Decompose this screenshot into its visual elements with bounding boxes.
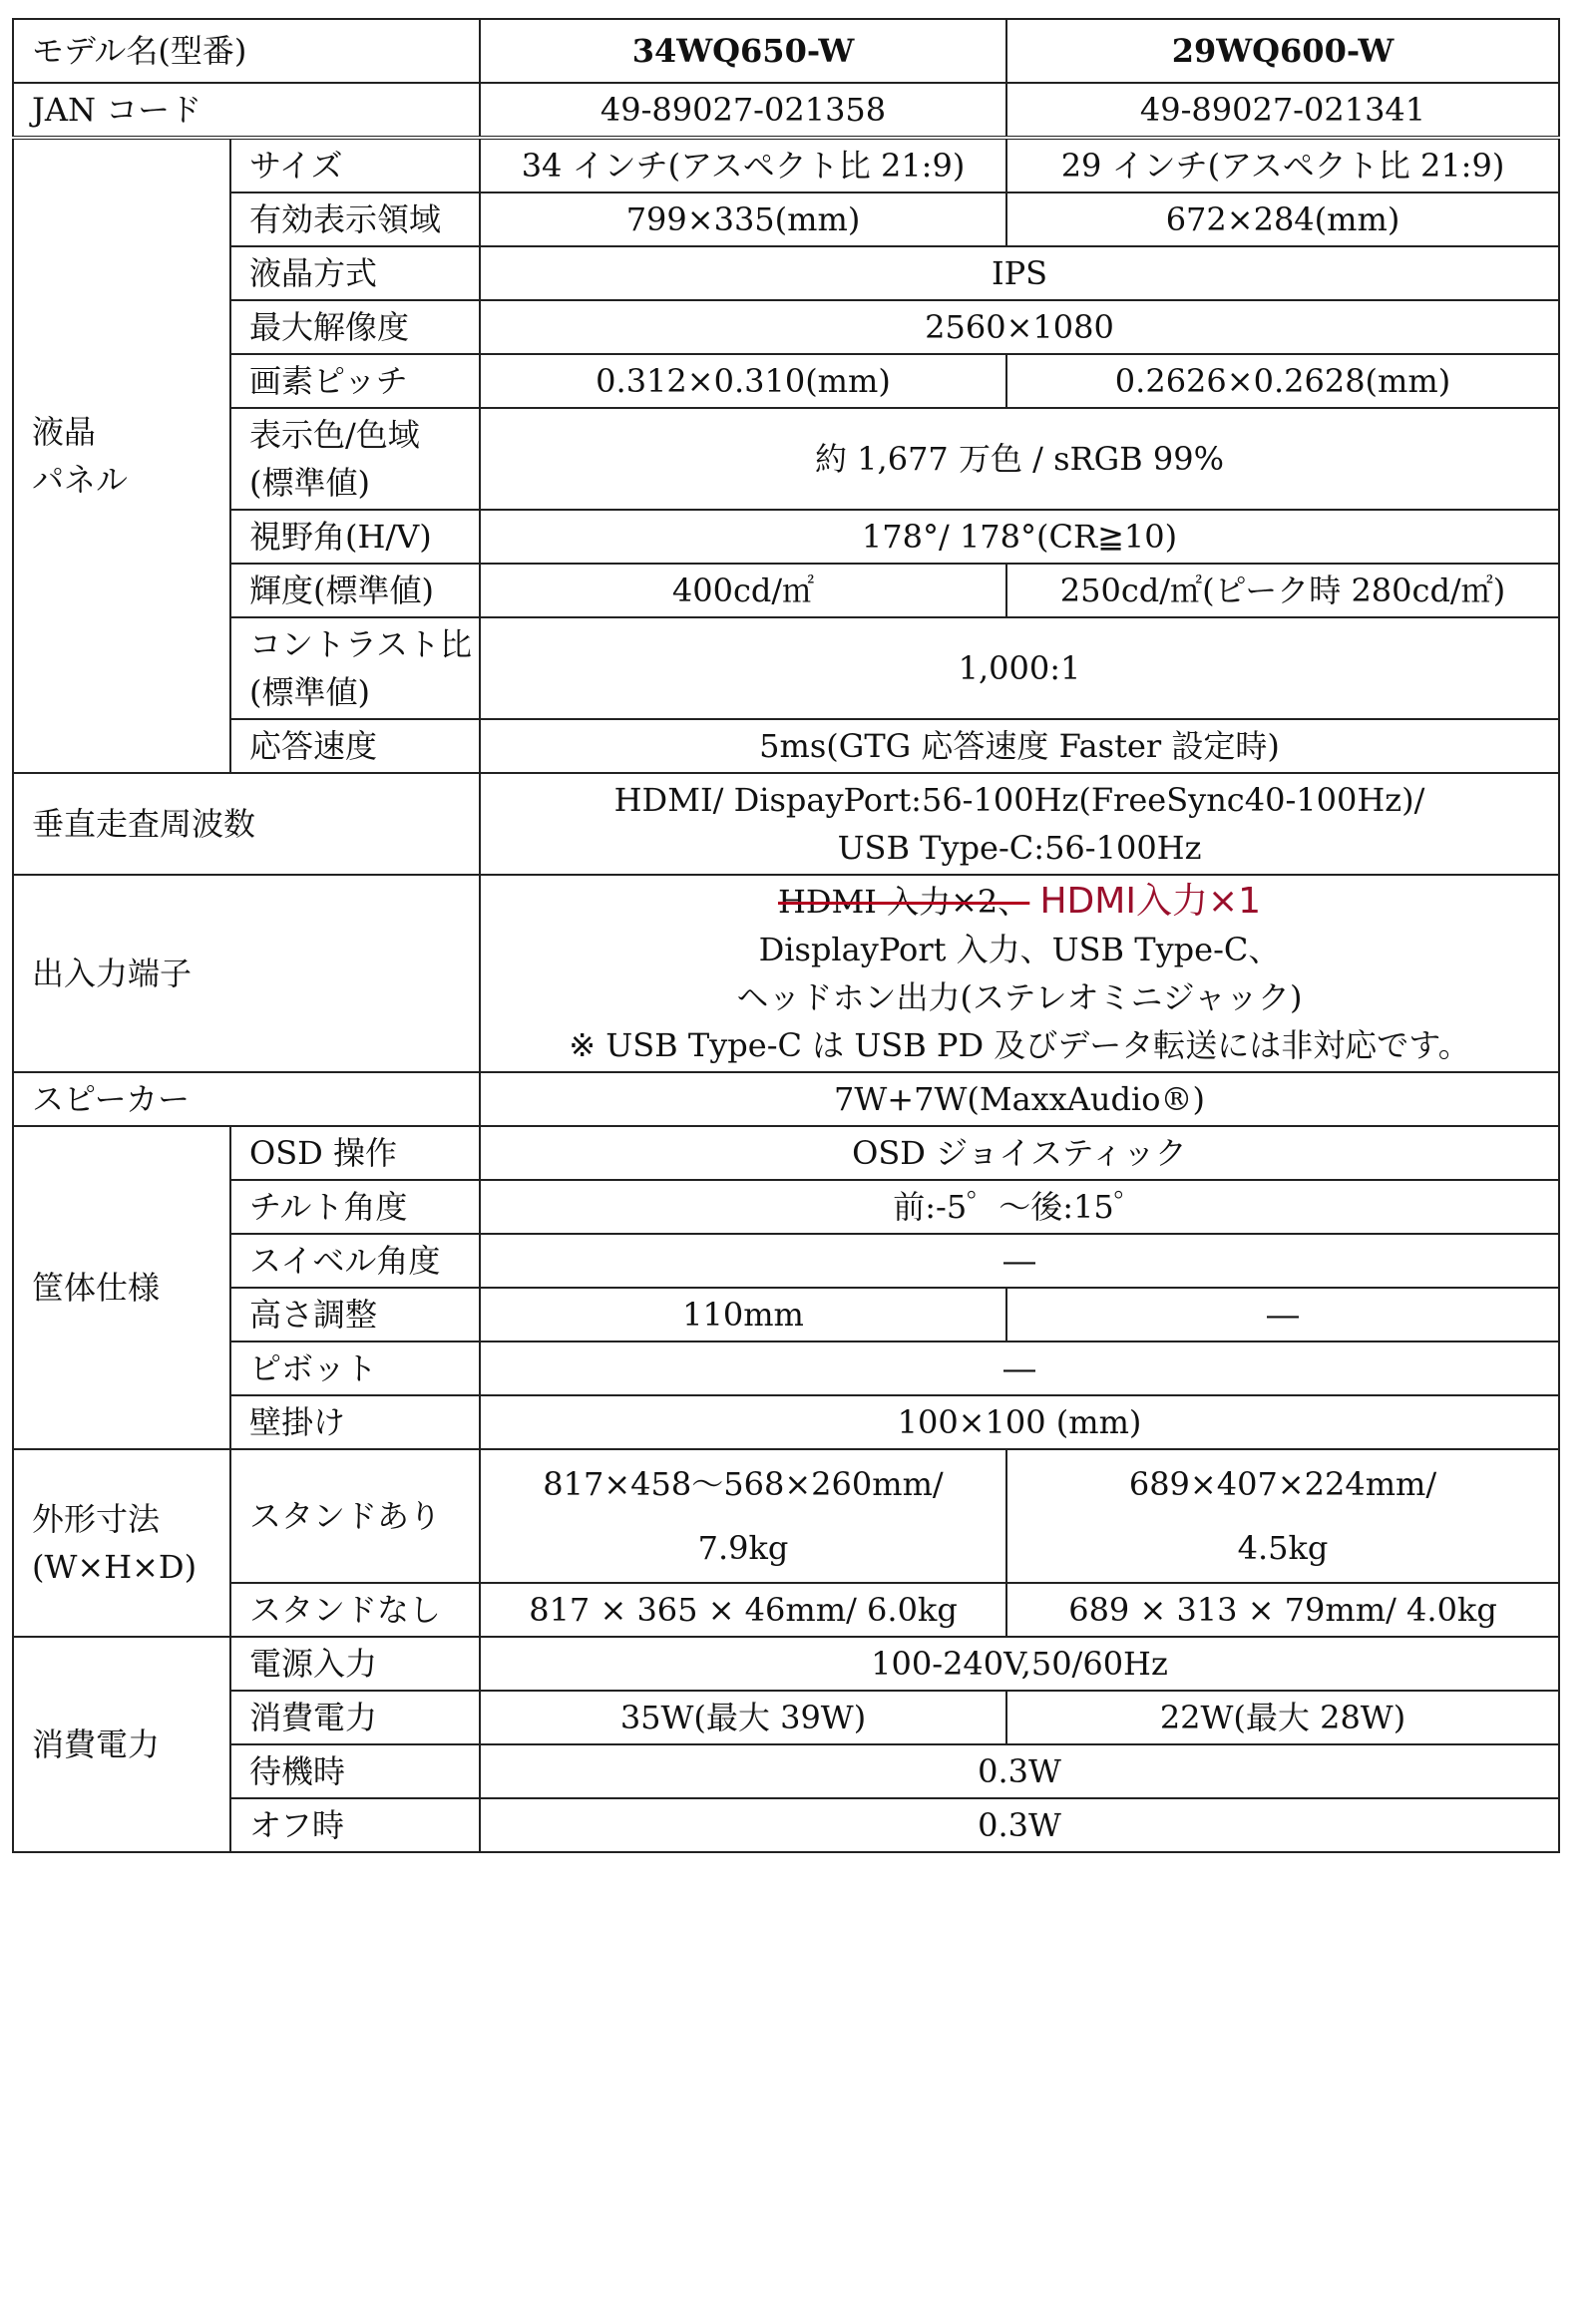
with-stand-label: スタンドあり bbox=[230, 1449, 480, 1583]
table-row bbox=[13, 1288, 1559, 1342]
table-row bbox=[13, 300, 1559, 354]
standby-label: 待機時 bbox=[230, 1744, 480, 1798]
table-row bbox=[13, 1637, 1559, 1691]
pitch-label: 画素ピッチ bbox=[230, 354, 480, 408]
contrast-label bbox=[230, 617, 480, 719]
panel-category bbox=[13, 138, 230, 773]
contrast-value: 1,000:1 bbox=[480, 617, 1559, 719]
table-row bbox=[13, 354, 1559, 408]
size-label: サイズ bbox=[230, 138, 480, 192]
tilt-label: チルト角度 bbox=[230, 1180, 480, 1234]
panel-type-label: 液晶方式 bbox=[230, 246, 480, 300]
table-row bbox=[13, 719, 1559, 773]
table-row bbox=[13, 1744, 1559, 1798]
table-row bbox=[13, 1342, 1559, 1395]
spec-table bbox=[12, 18, 1560, 1853]
model-a-header: 34WQ650-W bbox=[480, 19, 1006, 83]
table-row bbox=[13, 1072, 1559, 1126]
jan-label: JAN コード bbox=[13, 83, 480, 138]
with-stand-a-line1: 817×458〜568×260mm/ bbox=[543, 1465, 944, 1503]
area-a: 799×335(mm) bbox=[480, 192, 1006, 246]
contrast-label-line2: (標準値) bbox=[249, 673, 370, 711]
jan-b: 49-89027-021341 bbox=[1006, 83, 1559, 138]
table-row bbox=[13, 192, 1559, 246]
vfreq-line2: USB Type-C:56-100Hz bbox=[837, 829, 1202, 867]
without-stand-b: 689 × 313 × 79mm/ 4.0kg bbox=[1006, 1583, 1559, 1637]
table-row bbox=[13, 617, 1559, 719]
table-row bbox=[13, 138, 1559, 192]
consumption-label: 消費電力 bbox=[230, 1691, 480, 1744]
consumption-a: 35W(最大 39W) bbox=[480, 1691, 1006, 1744]
area-b: 672×284(mm) bbox=[1006, 192, 1559, 246]
osd-label: OSD 操作 bbox=[230, 1126, 480, 1180]
table-row bbox=[13, 564, 1559, 617]
area-label: 有効表示領域 bbox=[230, 192, 480, 246]
without-stand-label: スタンドなし bbox=[230, 1583, 480, 1637]
io-note: ※ USB Type-C は USB PD 及びデータ転送には非対応です。 bbox=[569, 1026, 1470, 1064]
viewing-label: 視野角(H/V) bbox=[230, 510, 480, 564]
table-row bbox=[13, 1798, 1559, 1852]
brightness-a: 400cd/㎡ bbox=[480, 564, 1006, 617]
resolution-value: 2560×1080 bbox=[480, 300, 1559, 354]
io-line3: ヘッドホン出力(ステレオミニジャック) bbox=[736, 978, 1303, 1016]
with-stand-a-line2: 7.9kg bbox=[697, 1529, 789, 1567]
speaker-label: スピーカー bbox=[13, 1072, 480, 1126]
table-row bbox=[13, 510, 1559, 564]
height-b: ― bbox=[1006, 1288, 1559, 1342]
response-label: 応答速度 bbox=[230, 719, 480, 773]
off-value: 0.3W bbox=[480, 1798, 1559, 1852]
table-row bbox=[13, 1583, 1559, 1637]
wall-value: 100×100 (mm) bbox=[480, 1395, 1559, 1449]
table-row bbox=[13, 19, 1559, 83]
table-row bbox=[13, 408, 1559, 510]
brightness-b: 250cd/㎡(ピーク時 280cd/㎡) bbox=[1006, 564, 1559, 617]
color-label-line2: (標準値) bbox=[249, 464, 370, 502]
dims-category-line1: 外形寸法 bbox=[32, 1500, 161, 1538]
io-line2: DisplayPort 入力、USB Type-C、 bbox=[758, 931, 1281, 968]
with-stand-b-line2: 4.5kg bbox=[1237, 1529, 1329, 1567]
panel-category-line2: パネル bbox=[32, 461, 129, 499]
dims-category-line2: (W×H×D) bbox=[32, 1548, 198, 1586]
power-input-label: 電源入力 bbox=[230, 1637, 480, 1691]
height-label: 高さ調整 bbox=[230, 1288, 480, 1342]
table-row bbox=[13, 1691, 1559, 1744]
contrast-label-line1: コントラスト比 bbox=[249, 625, 473, 663]
table-row bbox=[13, 83, 1559, 138]
table-row bbox=[13, 1234, 1559, 1288]
consumption-b: 22W(最大 28W) bbox=[1006, 1691, 1559, 1744]
off-label: オフ時 bbox=[230, 1798, 480, 1852]
model-name-label: モデル名(型番) bbox=[13, 19, 480, 83]
chassis-category: 筐体仕様 bbox=[13, 1126, 230, 1449]
without-stand-a: 817 × 365 × 46mm/ 6.0kg bbox=[480, 1583, 1006, 1637]
table-row bbox=[13, 1126, 1559, 1180]
jan-a: 49-89027-021358 bbox=[480, 83, 1006, 138]
swivel-label: スイベル角度 bbox=[230, 1234, 480, 1288]
table-row bbox=[13, 875, 1559, 1072]
size-b: 29 インチ(アスペクト比 21:9) bbox=[1006, 138, 1559, 192]
color-value: 約 1,677 万色 / sRGB 99% bbox=[480, 408, 1559, 510]
height-a: 110mm bbox=[480, 1288, 1006, 1342]
pivot-label: ピボット bbox=[230, 1342, 480, 1395]
table-row bbox=[13, 773, 1559, 875]
wall-label: 壁掛け bbox=[230, 1395, 480, 1449]
brightness-label: 輝度(標準値) bbox=[230, 564, 480, 617]
resolution-label: 最大解像度 bbox=[230, 300, 480, 354]
vfreq-line1: HDMI/ DispayPort:56-100Hz(FreeSync40-100Hz)/ bbox=[613, 781, 1425, 819]
io-line1 bbox=[499, 878, 1540, 926]
viewing-value: 178°/ 178°(CR≧10) bbox=[480, 510, 1559, 564]
io-correction-text: HDMI入力×1 bbox=[1039, 881, 1262, 922]
table-row bbox=[13, 1395, 1559, 1449]
with-stand-b bbox=[1006, 1449, 1559, 1583]
table-row bbox=[13, 1180, 1559, 1234]
swivel-value: ― bbox=[480, 1234, 1559, 1288]
osd-value: OSD ジョイスティック bbox=[480, 1126, 1559, 1180]
with-stand-b-line1: 689×407×224mm/ bbox=[1128, 1465, 1437, 1503]
table-row bbox=[13, 1449, 1559, 1583]
pitch-a: 0.312×0.310(mm) bbox=[480, 354, 1006, 408]
speaker-value: 7W+7W(MaxxAudio®) bbox=[480, 1072, 1559, 1126]
panel-type-value: IPS bbox=[480, 246, 1559, 300]
color-label bbox=[230, 408, 480, 510]
io-label: 出入力端子 bbox=[13, 875, 480, 1072]
pitch-b: 0.2626×0.2628(mm) bbox=[1006, 354, 1559, 408]
panel-category-line1: 液晶 bbox=[32, 413, 97, 451]
dims-category bbox=[13, 1449, 230, 1637]
vfreq-label: 垂直走査周波数 bbox=[13, 773, 480, 875]
with-stand-a bbox=[480, 1449, 1006, 1583]
standby-value: 0.3W bbox=[480, 1744, 1559, 1798]
pivot-value: ― bbox=[480, 1342, 1559, 1395]
power-category: 消費電力 bbox=[13, 1637, 230, 1852]
io-struck-text: HDMI 入力×2、 bbox=[777, 883, 1030, 921]
size-a: 34 インチ(アスペクト比 21:9) bbox=[480, 138, 1006, 192]
power-input-value: 100-240V,50/60Hz bbox=[480, 1637, 1559, 1691]
io-value bbox=[480, 875, 1559, 1072]
table-row bbox=[13, 246, 1559, 300]
vfreq-value bbox=[480, 773, 1559, 875]
model-b-header: 29WQ600-W bbox=[1006, 19, 1559, 83]
tilt-value: 前:-5゜〜後:15゜ bbox=[480, 1180, 1559, 1234]
color-label-line1: 表示色/色域 bbox=[249, 416, 420, 454]
response-value: 5ms(GTG 応答速度 Faster 設定時) bbox=[480, 719, 1559, 773]
